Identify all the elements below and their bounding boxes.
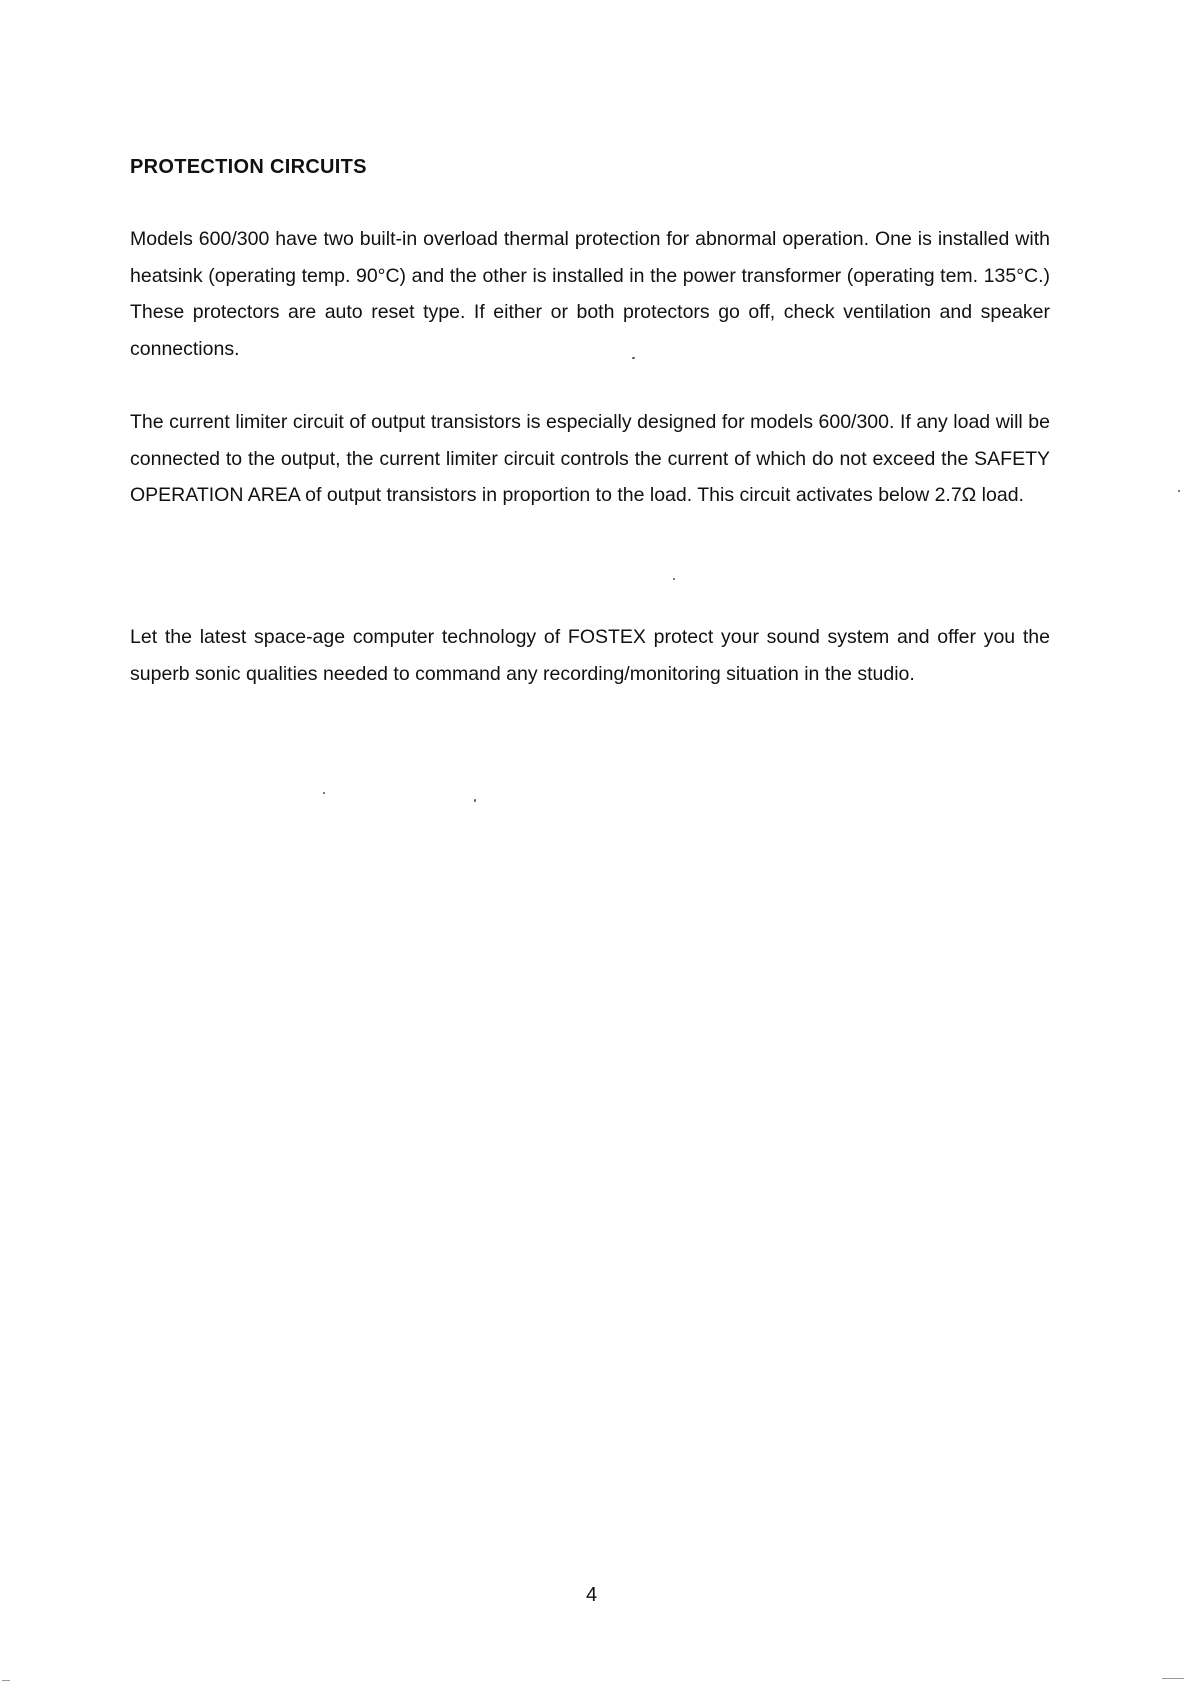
paragraph-current-limiter: The current limiter circuit of output transistors is especially designed for models 600/300. If any load will be connected to the output, the current limiter circuit controls the current of which do not exceed the SAFETY OPERATION AREA of output transistors in proportion to the load. This circuit activates below 2.7Ω load.	[130, 411, 1050, 506]
scan-speck	[474, 799, 476, 802]
page-number: 4	[586, 1584, 598, 1606]
section-heading: PROTECTION CIRCUITS	[130, 156, 367, 178]
paragraph-fostex-technology: Let the latest space-age computer technology of FOSTEX protect your sound system and offer you the superb sonic qualities needed to command any recording/monitoring situation in the studio.	[130, 626, 1050, 685]
scan-edge-mark	[2, 1680, 10, 1681]
scan-speck	[673, 578, 675, 580]
scan-speck	[323, 792, 325, 794]
scan-edge-mark	[1162, 1678, 1184, 1679]
scan-speck	[632, 357, 635, 359]
paragraph-thermal-protection: Models 600/300 have two built-in overload thermal protection for abnormal operation. One is installed with heatsink (operating temp. 90°C) and the other is installed in the power transformer (operating tem. 135°C.) These protectors are auto reset type. If either or both protectors go off, check ventilation and speaker connections.	[130, 228, 1050, 360]
scan-speck	[1178, 490, 1180, 492]
